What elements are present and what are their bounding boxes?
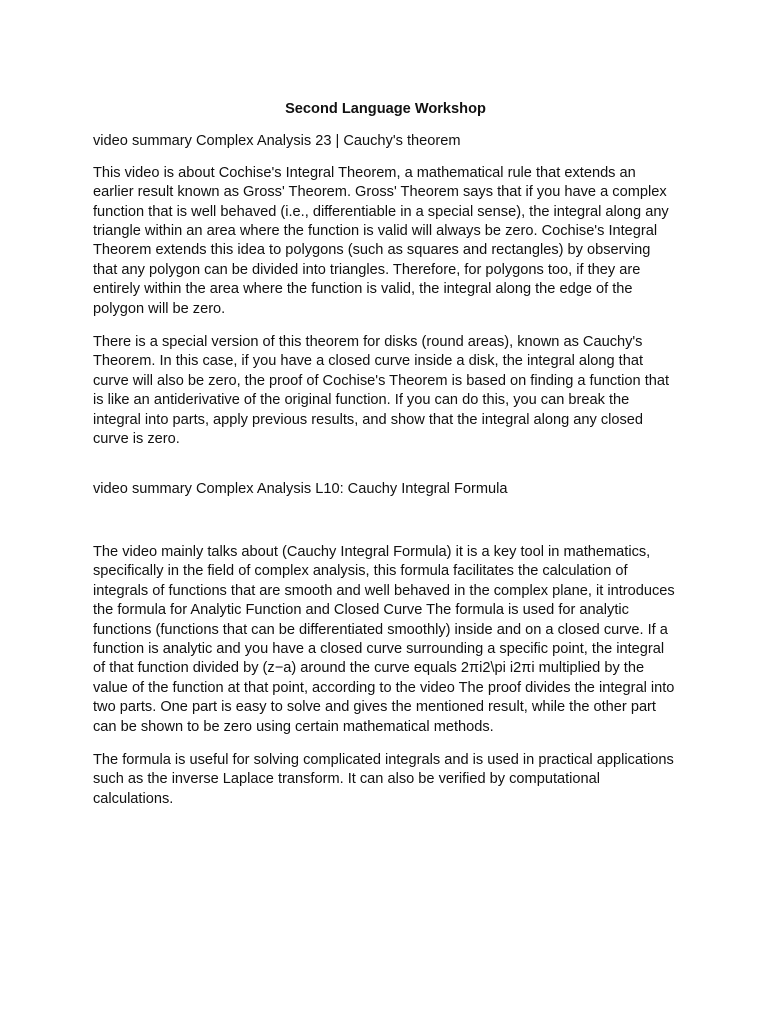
document-page — [93, 100, 678, 823]
spacer — [93, 464, 678, 480]
spacer — [93, 511, 678, 543]
section2-paragraph-2: The formula is useful for solving complicated integrals and is used in practical applications such as the inverse Laplace transform. It can also be verified by computational calculations. — [93, 751, 674, 807]
section1-heading: video summary Complex Analysis 23 | Cauchy's theorem — [93, 133, 461, 150]
section2-heading: video summary Complex Analysis L10: Cauchy Integral Formula — [93, 480, 508, 497]
section1-paragraph-1: This video is about Cochise's Integral Theorem, a mathematical rule that extends an earlier result known as Gross' Theorem. Gross' Theorem says that if you have a complex function that is well behaved (i.e., differentiable in a special sense), the integral along any triangle within an area where the function is valid will always be zero. Cochise's Integral Theorem extends this idea to polygons (such as squares and rectangles) by observing that any polygon can be divided into triangles. Therefore, for polygons too, if they are entirely within the area where the function is valid, the integral along the edge of the polygon will be zero. — [93, 164, 669, 317]
section1-paragraph-2: There is a special version of this theorem for disks (round areas), known as Cauchy's Theorem. In this case, if you have a closed curve inside a disk, the integral along that curve will also be zero, the proof of Cochise's Theorem is based on finding a function that is like an antiderivative of the original function. If you can do this, you can break the integral into parts, apply previous results, and show that the integral along any closed curve is zero. — [93, 334, 670, 448]
document-title: Second Language Workshop — [285, 101, 486, 117]
section2-paragraph-1: The video mainly talks about (Cauchy Integral Formula) it is a key tool in mathematics, specifically in the field of complex analysis, this formula facilitates the calculation of integrals of functions that are smooth and well behaved in the complex plane, it introduces the formula for Analytic Function and Closed Curve The formula is used for analytic functions (functions that can be differentiated smoothly) inside and on a closed curve. If a function is analytic and you have a closed curve surrounding a specific point, the integral of that function divided by (z−a) around the curve equals 2πi2\pi i2πi multiplied by the value of the function at that point, according to the video The proof divides the integral into two parts. One part is easy to solve and gives the mentioned result, while the other part can be shown to be zero using certain mathematical methods. — [93, 543, 675, 735]
